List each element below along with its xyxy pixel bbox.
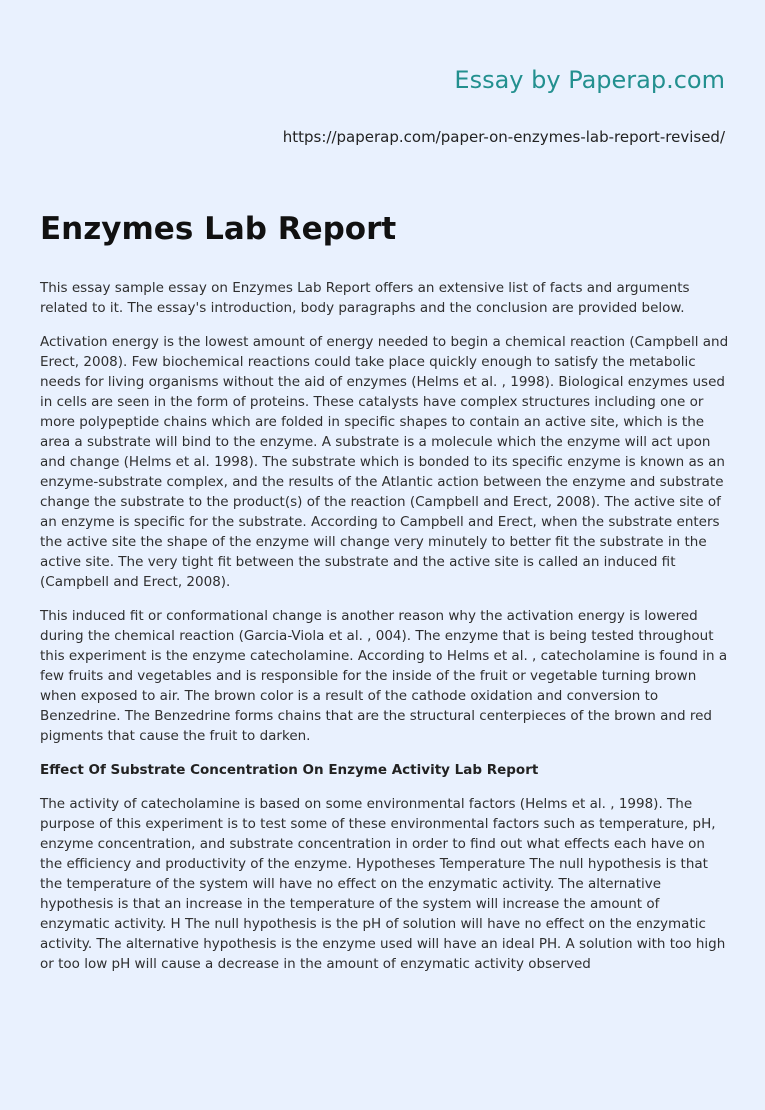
site-brand-link[interactable]: Essay by Paperap.com [454,66,725,94]
intro-paragraph: This essay sample essay on Enzymes Lab Report offers an extensive list of facts and arguments related to it. The essay's introduction, body paragraphs and the conclusion are provided below. [40,280,690,316]
body-paragraph-3: The activity of catecholamine is based on some environmental factors (Helms et al. , 1998). The purpose of this experiment is to test some of these environmental factors such as temperature, pH, enzyme concentration, and substrate concentration in order to find out what effects each have on the efficiency and productivity of the enzyme. Hypotheses Temperature The null hypothesis is that the temperature of the system will have no effect on the enzymatic activity. The alternative hypothesis is that an increase in the temperature of the system will increase the amount of enzymatic activity. H The null hypothesis is the pH of solution will have no effect on the enzymatic activity. The alternative hypothesis is the enzyme used will have an ideal PH. A solution with too high or too low pH will cause a decrease in the amount of enzymatic activity observed [40,796,726,972]
source-url: https://paperap.com/paper-on-enzymes-lab-report-revised/ [282,128,725,146]
body-paragraph-2: This induced fit or conformational change is another reason why the activation energy is lowered during the chemical reaction (Garcia-Viola et al. , 004). The enzyme that is being tested throughout this experiment is the enzyme catecholamine. According to Helms et al. , catecholamine is found in a few fruits and vegetables and is responsible for the inside of the fruit or vegetable turning brown when exposed to air. The brown color is a result of the cathode oxidation and conversion to Benzedrine. The Benzedrine forms chains that are the structural centerpieces of the brown and red pigments that cause the fruit to darken. [40,608,728,744]
body-paragraph-1: Activation energy is the lowest amount of energy needed to begin a chemical reaction (Campbell and Erect, 2008). Few biochemical reactions could take place quickly enough to satisfy the metabolic needs for living organisms without the aid of enzymes (Helms et al. , 1998). Biological enzymes used in cells are seen in the form of proteins. These catalysts have complex structures including one or more polypeptide chains which are folded in specific shapes to contain an active site, which is the area a substrate will bind to the enzyme. A substrate is a molecule which the enzyme will act upon and change (Helms et al. 1998). The substrate which is bonded to its specific enzyme is known as an enzyme-substrate complex, and the results of the Atlantic action between the enzyme and substrate change the substrate to the product(s) of the reaction (Campbell and Erect, 2008). The active site of an enzyme is specific for the substrate. According to Campbell and Erect, when the substrate enters the active site the shape of the enzyme will change very minutely to better fit the substrate in the active site. The very tight fit between the substrate and the active site is called an induced fit (Campbell and Erect, 2008). [40,334,729,590]
article-body [40,278,730,988]
page-title: Enzymes Lab Report [40,211,397,247]
section-heading: Effect Of Substrate Concentration On Enzyme Activity Lab Report [40,762,539,778]
